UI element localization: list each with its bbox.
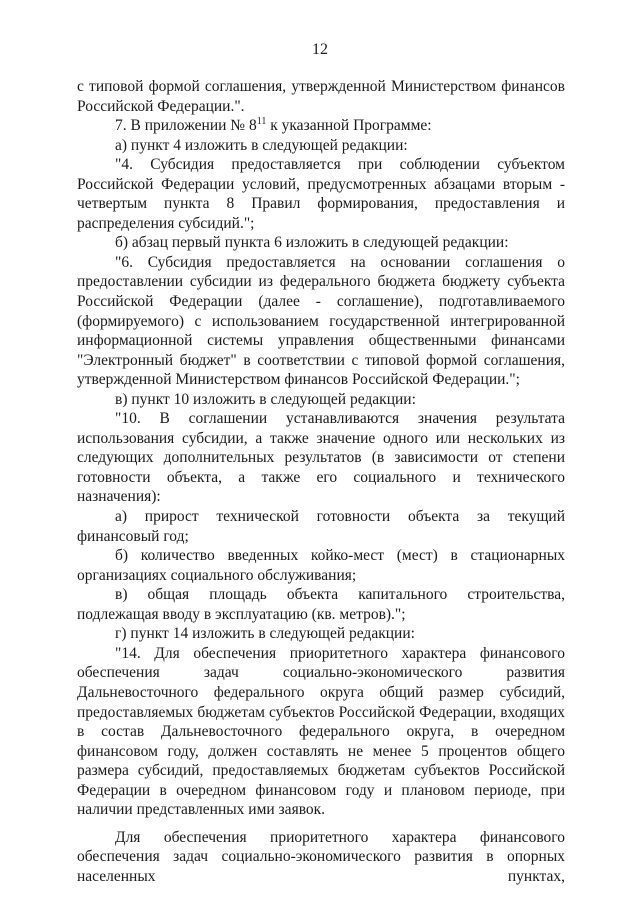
paragraph-11: в) общая площадь объекта капитального строительства, подлежащая вводу в эксплуатацию (кв. метров).";	[77, 586, 565, 623]
paragraph-6: "6. Субсидия предоставляется на основании соглашения о предоставлении субсидии из федерального бюджета бюджету субъекта Российской Федерации (далее - соглашение), подготавливаемого (формируемого) с использованием государственной интегрированной информационной системы управления общественными финансами "Электронный бюджет" в соответствии с типовой формой соглашения, утвержденной Министерством финансов Российской Федерации.";	[77, 253, 565, 389]
paragraph-14: Для обеспечения приоритетного характера финансового обеспечения задач социально-экономического развития в опорных населенных пунктах,	[77, 828, 565, 885]
page-number: 12	[312, 41, 328, 58]
paragraph-10: б) количество введенных койко-мест (мест) в стационарных организациях социального обслуживания;	[77, 547, 565, 584]
paragraph-7: в) пункт 10 изложить в следующей редакции:	[115, 390, 416, 408]
paragraph-2	[77, 116, 565, 136]
paragraph-gap	[77, 820, 565, 828]
paragraph-9: а) прирост технической готовности объекта за текущий финансовый год;	[77, 508, 565, 545]
paragraph-1: с типовой формой соглашения, утвержденной Министерством финансов Российской Федерации.".	[77, 78, 565, 115]
paragraph-12: г) пункт 14 изложить в следующей редакции:	[115, 625, 415, 643]
paragraph-2-text-end: к указанной Программе:	[266, 117, 432, 135]
paragraph-2-text: 7. В приложении № 8	[115, 117, 257, 135]
paragraph-5: б) абзац первый пункта 6 изложить в следующей редакции:	[115, 234, 509, 252]
document-body	[77, 77, 565, 886]
paragraph-3: а) пункт 4 изложить в следующей редакции:	[115, 136, 408, 154]
superscript: 11	[256, 116, 267, 128]
paragraph-4: "4. Субсидия предоставляется при соблюдении субъектом Российской Федерации условий, предусмотренных абзацами вторым - четвертым пункта 8 Правил формирования, предоставления и распределения субсидий.";	[77, 156, 565, 232]
paragraph-13: "14. Для обеспечения приоритетного характера финансового обеспечения задач социально-экономического развития Дальневосточного федерального округа общий размер субсидий, предоставляемых бюджетам субъектов Российской Федерации, входящих в состав Дальневосточного федерального округа, в очередном финансовом году, должен составлять не менее 5 процентов общего размера субсидий, предоставляемых бюджетам субъектов Российской Федерации в очередном финансовом году и плановом периоде, при наличии представленных ими заявок.	[77, 644, 565, 819]
paragraph-8: "10. В соглашении устанавливаются значения результата использования субсидии, а также значение одного или нескольких из следующих дополнительных результатов (в зависимости от степени готовности объекта, а также его социального и технического назначения):	[77, 410, 565, 506]
